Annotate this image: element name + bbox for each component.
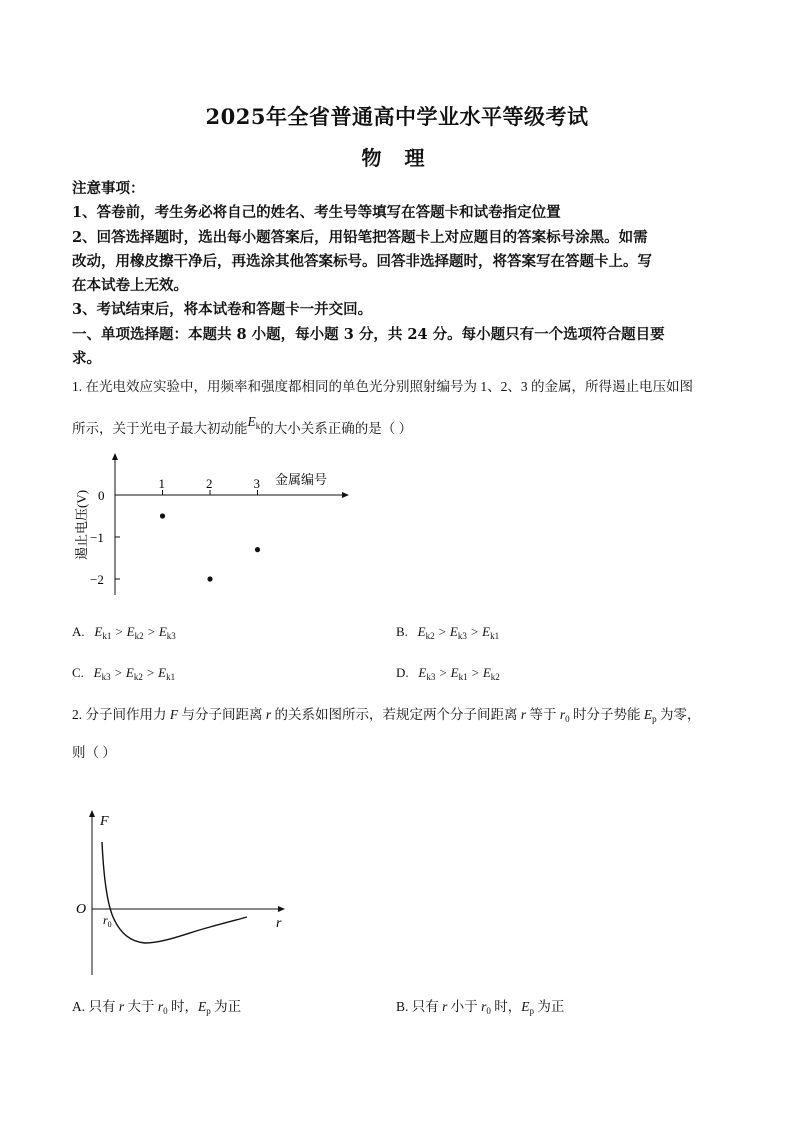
notice-item-2-line1: 2、回答选择题时，选出每小题答案后，用铅笔把答题卡上对应题目的答案标号涂黑。如需 [72, 229, 648, 246]
q1-option-b[interactable]: B. $E_{k2} > E_{k3} > E_{k1}$ [396, 624, 500, 641]
q1-option-d[interactable]: D. $E_{k3} > E_{k1} > E_{k2}$ [396, 665, 500, 682]
q2-option-a[interactable]: A. 只有 r 大于 $r_0$ 时，$E_p$ 为正 [72, 999, 242, 1016]
x-tick-label: 3 [253, 476, 260, 491]
q1-option-a[interactable]: A. $E_{k1} > E_{k2} > E_{k3}$ [72, 624, 176, 641]
q1-stem-end: 的大小关系正确的是（ ） [260, 421, 413, 436]
q2-force-distance-graph [60, 805, 300, 980]
notice-item-3: 3、考试结束后，将本试卷和答题卡一并交回。 [72, 301, 373, 318]
q2-stem-line1: 2. 分子间作用力 F 与分子间距离 r 的关系如图所示，若规定两个分子间距离 r 等于 $r_0$ 时分子势能 $E_p$ 为零， [72, 707, 701, 724]
notice-item-1: 1、答卷前，考生务必将自己的姓名、考生号等填写在答题卡和试卷指定位置 [72, 204, 561, 221]
data-point [160, 513, 165, 518]
data-point [207, 576, 212, 581]
ek-symbol: $E_k$ [247, 414, 261, 431]
f-label: F [100, 814, 109, 829]
notice-item-2-line3: 在本试卷上无效。 [72, 277, 188, 294]
origin-label: O [76, 902, 87, 917]
q1-option-c[interactable]: C. $E_{k3} > E_{k2} > E_{k1}$ [72, 665, 176, 682]
r-label: r [276, 916, 282, 931]
notice-item-2-line2: 改动，用橡皮擦干净后，再选涂其他答案标号。回答非选择题时，将答案写在答题卡上。写 [72, 253, 652, 270]
subject-title: 物 理 [361, 146, 433, 170]
section1-heading-line1: 一、单项选择题：本题共 8 小题，每小题 3 分，共 24 分。每小题只有一个选项符合题目要 [72, 326, 665, 343]
y-tick-label: 0 [98, 488, 105, 503]
y-axis-label: 遏止电压(V) [74, 489, 89, 560]
q1-stem-line1: 1. 在光电效应实验中，用频率和强度都相同的单色光分别照射编号为 1、2、3 的金属，所得遏止电压如图 [72, 379, 693, 394]
exam-title: 2025年全省普通高中学业水平等级考试 [205, 104, 589, 129]
q2-stem-line2: 则（ ） [72, 745, 116, 760]
x-axis-label: 金属编号 [275, 472, 328, 487]
q1-stem-line2 [72, 414, 413, 444]
y-tick-label: −1 [90, 530, 104, 545]
q1-stopping-voltage-chart [60, 448, 360, 603]
notice-heading: 注意事项： [72, 180, 145, 197]
section1-heading-line2: 求。 [72, 350, 101, 367]
x-tick-label: 2 [206, 476, 213, 491]
x-tick-label: 1 [158, 476, 165, 491]
q2-option-b[interactable]: B. 只有 r 小于 $r_0$ 时，$E_p$ 为正 [396, 999, 565, 1016]
data-point [255, 547, 260, 552]
y-tick-label: −2 [90, 572, 104, 587]
r0-label: $r_0$ [103, 913, 112, 929]
q1-stem-text: 所示，关于光电子最大初动能 [72, 421, 248, 436]
force-curve [102, 842, 247, 943]
